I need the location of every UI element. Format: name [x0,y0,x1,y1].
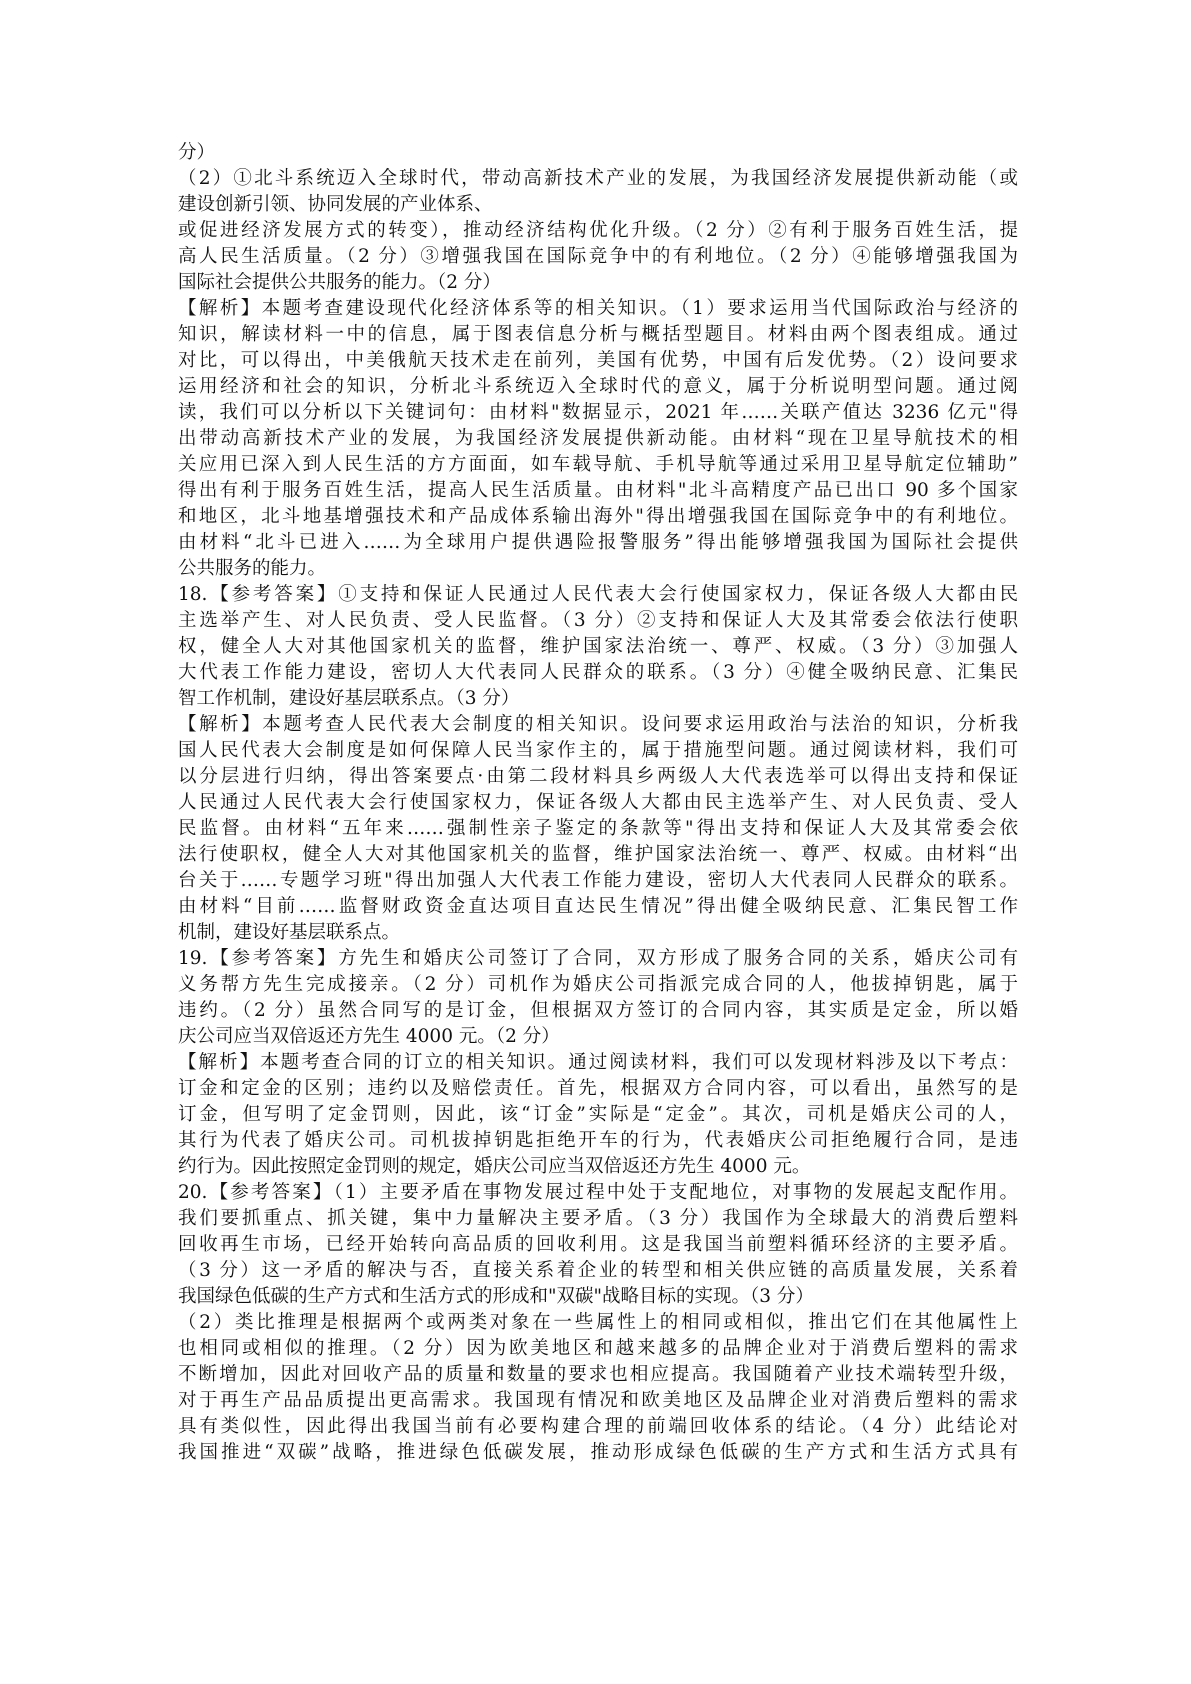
text-line: 运用经济和社会的知识，分析北斗系统迈入全球时代的意义，属于分析说明型问题。通过阅 [178,376,1018,397]
text-line: 【解析】本题考查合同的订立的相关知识。通过阅读材料，我们可以发现材料涉及以下考点： [178,1052,1018,1073]
text-line: 由材料“目前……监督财政资金直达项目直达民生情况”得出健全吸纳民意、汇集民智工作 [178,896,1018,917]
text-line: 主选举产生、对人民负责、受人民监督。（3 分）②支持和保证人大及其常委会依法行使职 [178,610,1018,631]
text-line: 【解析】本题考查建设现代化经济体系等的相关知识。（1）要求运用当代国际政治与经济的 [178,298,1018,319]
text-line: 出带动高新技术产业的发展，为我国经济发展提供新动能。由材料“现在卫星导航技术的相 [178,428,1018,449]
text-line: 不断增加，因此对回收产品的质量和数量的要求也相应提高。我国随着产业技术端转型升级， [178,1364,1018,1385]
text-line: 大代表工作能力建设，密切人大代表同人民群众的联系。（3 分）④健全吸纳民意、汇集民 [178,662,1018,683]
text-line: 得出有利于服务百姓生活，提高人民生活质量。由材料"北斗高精度产品已出口 90 多个国家 [178,480,1018,501]
text-line: 由材料“北斗已进入……为全球用户提供遇险报警服务”得出能够增强我国为国际社会提供 [178,532,1018,553]
text-line: 高人民生活质量。（2 分）③增强我国在国际竞争中的有利地位。（2 分）④能够增强我国为 [178,246,1018,267]
text-line: 【解析】本题考查人民代表大会制度的相关知识。设问要求运用政治与法治的知识，分析我 [178,714,1018,735]
text-line: 其行为代表了婚庆公司。司机拔掉钥匙拒绝开车的行为，代表婚庆公司拒绝履行合同，是违 [178,1130,1018,1151]
text-line: 公共服务的能力。 [178,558,327,579]
text-line: （3 分）这一矛盾的解决与否，直接关系着企业的转型和相关供应链的高质量发展，关系着 [178,1260,1018,1281]
text-line: 人民通过人民代表大会行使国家权力，保证各级人大都由民主选举产生、对人民负责、受人 [178,792,1018,813]
text-line: 台关于……专题学习班"得出加强人大代表工作能力建设，密切人大代表同人民群众的联系。 [178,870,1018,891]
text-line: （2）类比推理是根据两个或两类对象在一些属性上的相同或相似，推出它们在其他属性上 [178,1312,1018,1333]
text-line: 机制，建设好基层联系点。 [178,922,401,943]
text-line: 读，我们可以分析以下关键词句：由材料"数据显示，2021 年……关联产值达 3236 亿元"得 [178,402,1018,423]
text-line: 订金和定金的区别；违约以及赔偿责任。首先，根据双方合同内容，可以看出，虽然写的是 [178,1078,1018,1099]
text-line: 以分层进行归纳，得出答案要点·由第二段材料具乡两级人大代表选举可以得出支持和保证 [178,766,1018,787]
text-line: 回收再生市场，已经开始转向高品质的回收利用。这是我国当前塑料循环经济的主要矛盾。 [178,1234,1018,1255]
text-line: 或促进经济发展方式的转变），推动经济结构优化升级。（2 分）②有利于服务百姓生活，提 [178,220,1018,241]
text-line: 分） [178,142,216,163]
text-line: 和地区，北斗地基增强技术和产品成体系输出海外"得出增强我国在国际竞争中的有利地位。 [178,506,1018,527]
text-line: 订金，但写明了定金罚则，因此，该“订金”实际是“定金”。其次，司机是婚庆公司的人， [178,1104,1018,1125]
text-line: 我国绿色低碳的生产方式和生活方式的形成和"双碳"战略目标的实现。（3 分） [178,1286,814,1307]
document-page [178,140,1018,1466]
text-line: 违约。（2 分）虽然合同写的是订金，但根据双方签订的合同内容，其实质是定金，所以婚 [178,1000,1018,1021]
text-line: 义务帮方先生完成接亲。（2 分）司机作为婚庆公司指派完成合同的人，他拔掉钥匙，属于 [178,974,1018,995]
text-line: 国人民代表大会制度是如何保障人民当家作主的，属于措施型问题。通过阅读材料，我们可 [178,740,1018,761]
text-line: 也相同或相似的推理。（2 分）因为欧美地区和越来越多的品牌企业对于消费后塑料的需求 [178,1338,1018,1359]
text-line: 19.【参考答案】方先生和婚庆公司签订了合同，双方形成了服务合同的关系，婚庆公司有 [178,948,1018,969]
text-line: 民监督。由材料“五年来……强制性亲子鉴定的条款等"得出支持和保证人大及其常委会依 [178,818,1018,839]
text-line: 智工作机制，建设好基层联系点。（3 分） [178,688,520,709]
text-line: 建设创新引领、协同发展的产业体系、 [178,194,493,215]
text-line: 对比，可以得出，中美俄航天技术走在前列，美国有优势，中国有后发优势。（2）设问要求 [178,350,1018,371]
text-line: 法行使职权，健全人大对其他国家机关的监督，维护国家法治统一、尊严、权威。由材料“出 [178,844,1018,865]
text-line: （2）①北斗系统迈入全球时代，带动高新技术产业的发展，为我国经济发展提供新动能（或 [178,168,1018,189]
text-line: 国际社会提供公共服务的能力。（2 分） [178,272,501,293]
text-line: 18.【参考答案】①支持和保证人民通过人民代表大会行使国家权力，保证各级人大都由民 [178,584,1018,605]
text-line: 约行为。因此按照定金罚则的规定，婚庆公司应当双倍返还方先生 4000 元。 [178,1156,811,1177]
text-line: 20.【参考答案】（1）主要矛盾在事物发展过程中处于支配地位，对事物的发展起支配作用。 [178,1182,1018,1203]
text-line: 我们要抓重点、抓关键，集中力量解决主要矛盾。（3 分）我国作为全球最大的消费后塑料 [178,1208,1018,1229]
text-line: 知识，解读材料一中的信息，属于图表信息分析与概括型题目。材料由两个图表组成。通过 [178,324,1018,345]
text-line: 关应用已深入到人民生活的方方面面，如车载导航、手机导航等通过采用卫星导航定位辅助” [178,454,1018,475]
text-line: 我国推进“双碳”战略，推进绿色低碳发展，推动形成绿色低碳的生产方式和生活方式具有 [178,1442,1018,1463]
text-line: 权，健全人大对其他国家机关的监督，维护国家法治统一、尊严、权威。（3 分）③加强人 [178,636,1018,657]
text-line: 具有类似性，因此得出我国当前有必要构建合理的前端回收体系的结论。（4 分）此结论对 [178,1416,1018,1437]
text-line: 庆公司应当双倍返还方先生 4000 元。（2 分） [178,1026,560,1047]
text-line: 对于再生产品品质提出更高需求。我国现有情况和欧美地区及品牌企业对消费后塑料的需求 [178,1390,1018,1411]
